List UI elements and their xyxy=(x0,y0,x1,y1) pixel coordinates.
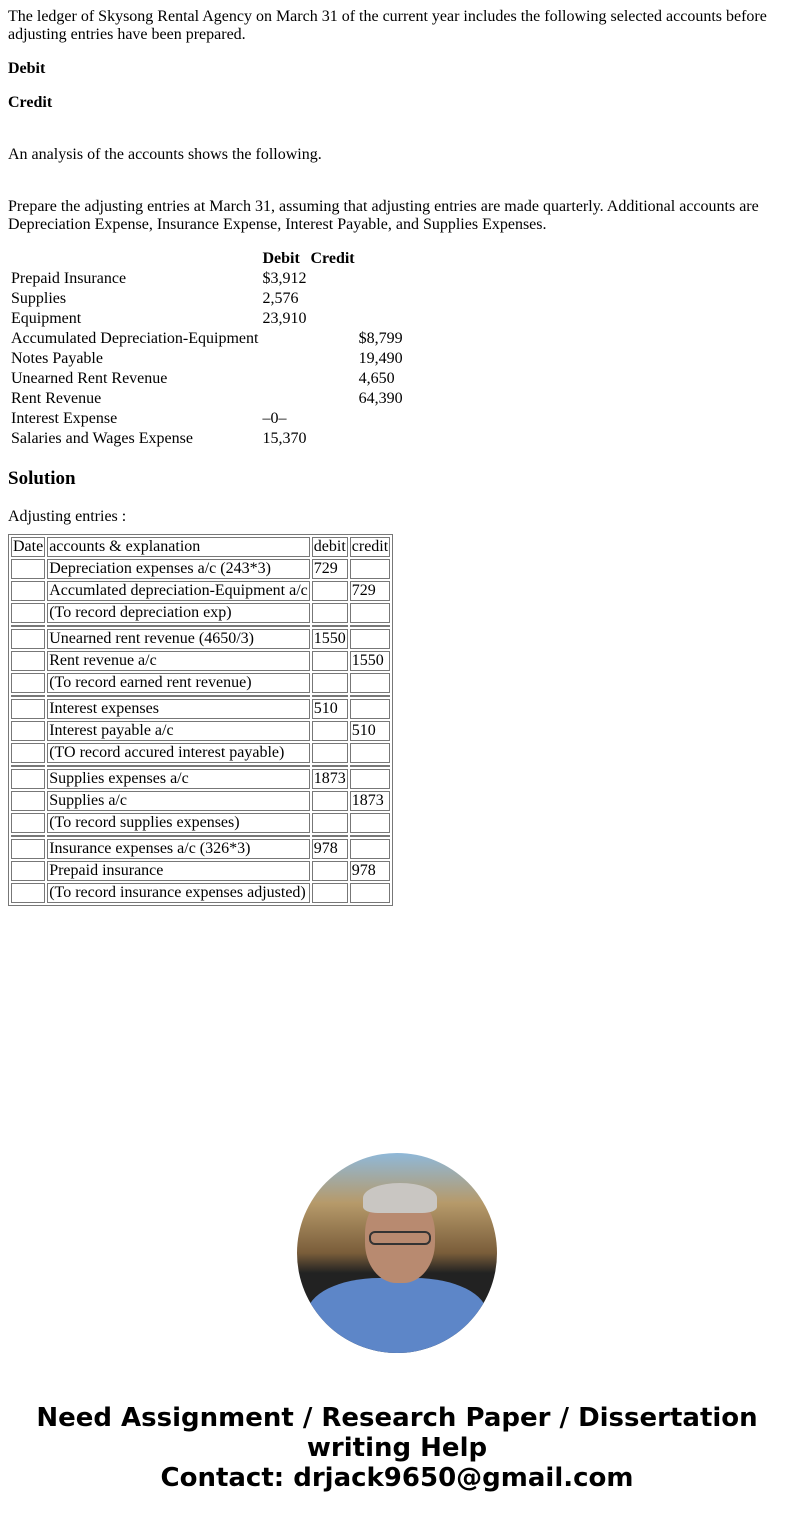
ledger-account: Unearned Rent Revenue xyxy=(11,370,168,387)
journal-debit xyxy=(312,673,348,693)
group-separator xyxy=(11,625,390,627)
journal-credit xyxy=(350,603,390,623)
journal-row xyxy=(11,861,390,881)
ledger-credit xyxy=(358,430,404,448)
ledger-spacer xyxy=(309,310,355,328)
journal-debit xyxy=(312,883,348,903)
journal-debit: 1550 xyxy=(313,630,346,647)
solution-title: Solution xyxy=(8,468,76,489)
header-credit: credit xyxy=(351,538,389,555)
journal-account: Supplies expenses a/c xyxy=(47,769,310,789)
journal-row xyxy=(11,813,390,833)
journal-account: Interest expenses xyxy=(47,699,310,719)
journal-credit xyxy=(350,839,390,859)
journal-debit: 978 xyxy=(312,839,348,859)
journal-credit: 1550 xyxy=(350,651,390,671)
ledger-spacer xyxy=(309,330,355,348)
journal-row xyxy=(11,629,390,649)
journal-credit xyxy=(350,559,390,579)
journal-row xyxy=(11,673,390,693)
group-separator xyxy=(11,765,390,767)
journal-credit: 1873 xyxy=(350,791,390,811)
intro-text: The ledger of Skysong Rental Agency on March 31 of the current year includes the following selected accounts before adjusting entries have been prepared. xyxy=(8,8,767,43)
journal-table xyxy=(8,534,393,906)
ledger-debit: –0– xyxy=(262,410,287,427)
header-accounts: accounts & explanation xyxy=(47,537,310,557)
ledger-credit xyxy=(358,410,404,428)
journal-row xyxy=(11,581,390,601)
author-avatar xyxy=(297,1153,497,1353)
journal-account: (TO record accured interest payable) xyxy=(47,743,310,763)
ledger-debit xyxy=(261,330,307,348)
journal-account: Interest payable a/c xyxy=(47,721,310,741)
debit-heading: Debit xyxy=(8,60,46,77)
journal-date xyxy=(11,581,45,601)
journal-account: (To record depreciation exp) xyxy=(47,603,310,623)
ledger-debit: 15,370 xyxy=(262,430,307,447)
journal-debit xyxy=(312,791,348,811)
journal-date xyxy=(11,629,45,649)
journal-credit xyxy=(350,813,390,833)
ledger-debit xyxy=(261,370,307,388)
journal-row xyxy=(11,699,390,719)
group-separator xyxy=(11,695,390,697)
journal-debit: 729 xyxy=(312,559,348,579)
ledger-credit xyxy=(358,270,404,288)
ledger-credit: 19,490 xyxy=(358,350,403,367)
journal-account: (To record supplies expenses) xyxy=(47,813,310,833)
journal-date xyxy=(11,603,45,623)
journal-credit: 510 xyxy=(350,721,390,741)
header-debit: debit xyxy=(313,538,346,555)
journal-account: Supplies a/c xyxy=(47,791,310,811)
journal-row xyxy=(11,791,390,811)
journal-account: Accumlated depreciation-Equipment a/c xyxy=(49,582,308,599)
journal-header-row xyxy=(11,537,390,557)
journal-date xyxy=(11,651,45,671)
ledger-account: Rent Revenue xyxy=(11,390,102,407)
journal-date xyxy=(11,791,45,811)
journal-row xyxy=(11,743,390,763)
ledger-row xyxy=(10,370,404,388)
journal-credit xyxy=(350,743,390,763)
journal-date xyxy=(11,861,45,881)
ledger-debit: 2,576 xyxy=(262,290,299,307)
journal-credit: 978 xyxy=(350,861,390,881)
ledger-account: Accumulated Depreciation-Equipment xyxy=(11,330,259,347)
ledger-account: Interest Expense xyxy=(11,410,118,427)
ledger-spacer xyxy=(309,390,355,408)
journal-date xyxy=(11,883,45,903)
journal-row xyxy=(11,721,390,741)
journal-date xyxy=(11,699,45,719)
ledger-spacer xyxy=(309,430,355,448)
ledger-row xyxy=(10,350,404,368)
ledger-account: Equipment xyxy=(11,310,82,327)
journal-account: Depreciation expenses a/c (243*3) xyxy=(47,559,310,579)
analysis-text: An analysis of the accounts shows the following. xyxy=(8,146,322,163)
ledger-account: Salaries and Wages Expense xyxy=(11,430,193,447)
ledger-row xyxy=(10,410,404,428)
journal-debit xyxy=(312,813,348,833)
journal-date xyxy=(11,743,45,763)
ledger-account: Prepaid Insurance xyxy=(11,270,127,287)
journal-credit xyxy=(350,699,390,719)
journal-debit xyxy=(312,861,348,881)
journal-row xyxy=(11,651,390,671)
ledger-credit: 64,390 xyxy=(358,390,403,407)
group-separator xyxy=(11,835,390,837)
journal-row xyxy=(11,839,390,859)
journal-debit xyxy=(312,721,348,741)
ledger-debit: 23,910 xyxy=(262,310,307,327)
journal-row xyxy=(11,883,390,903)
journal-row xyxy=(11,559,390,579)
journal-debit xyxy=(312,603,348,623)
journal-account: Unearned rent revenue (4650/3) xyxy=(47,629,310,649)
adjusting-label: Adjusting entries : xyxy=(8,508,127,525)
journal-credit: 729 xyxy=(350,581,390,601)
ledger-row xyxy=(10,430,404,448)
footer-contact: Contact: drjack9650@gmail.com xyxy=(160,1463,634,1493)
ledger-spacer xyxy=(309,410,355,428)
ledger-debit-header: Debit xyxy=(262,250,300,267)
ledger-row xyxy=(10,390,404,408)
ledger-credit: $8,799 xyxy=(358,330,403,347)
ledger-row xyxy=(10,290,404,308)
ledger-debit: $3,912 xyxy=(262,270,307,287)
journal-debit xyxy=(312,743,348,763)
ledger-row xyxy=(10,330,404,348)
journal-debit xyxy=(312,651,348,671)
ledger-table xyxy=(8,248,406,450)
journal-row xyxy=(11,769,390,789)
journal-date xyxy=(11,721,45,741)
ledger-spacer xyxy=(309,270,355,288)
ledger-debit xyxy=(261,390,307,408)
footer-banner xyxy=(0,1403,794,1493)
footer-help-text: Need Assignment / Research Paper / Dissertation writing Help xyxy=(36,1403,758,1463)
instructions-text: Prepare the adjusting entries at March 31, assuming that adjusting entries are made quarterly. Additional accounts are Depreciation Expense, Insurance Expense, Interest Payable, and Supplies Expenses. xyxy=(8,198,759,233)
ledger-credit xyxy=(358,290,404,308)
ledger-row xyxy=(10,310,404,328)
journal-account: (To record insurance expenses adjusted) xyxy=(47,883,310,903)
ledger-credit xyxy=(358,310,404,328)
credit-heading: Credit xyxy=(8,94,53,111)
ledger-credit-header: Credit xyxy=(310,250,355,267)
ledger-row xyxy=(10,270,404,288)
journal-account: Insurance expenses a/c (326*3) xyxy=(47,839,310,859)
journal-date xyxy=(11,559,45,579)
journal-date xyxy=(11,813,45,833)
journal-account: Prepaid insurance xyxy=(47,861,310,881)
ledger-account: Supplies xyxy=(11,290,67,307)
journal-debit xyxy=(312,581,348,601)
journal-credit xyxy=(350,673,390,693)
journal-account: (To record earned rent revenue) xyxy=(47,673,310,693)
ledger-spacer xyxy=(309,290,355,308)
journal-account: Rent revenue a/c xyxy=(47,651,310,671)
journal-credit xyxy=(350,629,390,649)
journal-credit xyxy=(350,769,390,789)
ledger-spacer xyxy=(309,350,355,368)
glasses xyxy=(369,1231,431,1245)
journal-credit xyxy=(350,883,390,903)
journal-debit: 1873 xyxy=(313,770,346,787)
header-date: Date xyxy=(13,538,44,555)
ledger-spacer xyxy=(309,370,355,388)
ledger-debit xyxy=(261,350,307,368)
ledger-account: Notes Payable xyxy=(11,350,103,367)
journal-date xyxy=(11,839,45,859)
journal-date xyxy=(11,673,45,693)
journal-row xyxy=(11,603,390,623)
journal-debit: 510 xyxy=(312,699,348,719)
ledger-credit: 4,650 xyxy=(358,370,395,387)
journal-date xyxy=(11,769,45,789)
